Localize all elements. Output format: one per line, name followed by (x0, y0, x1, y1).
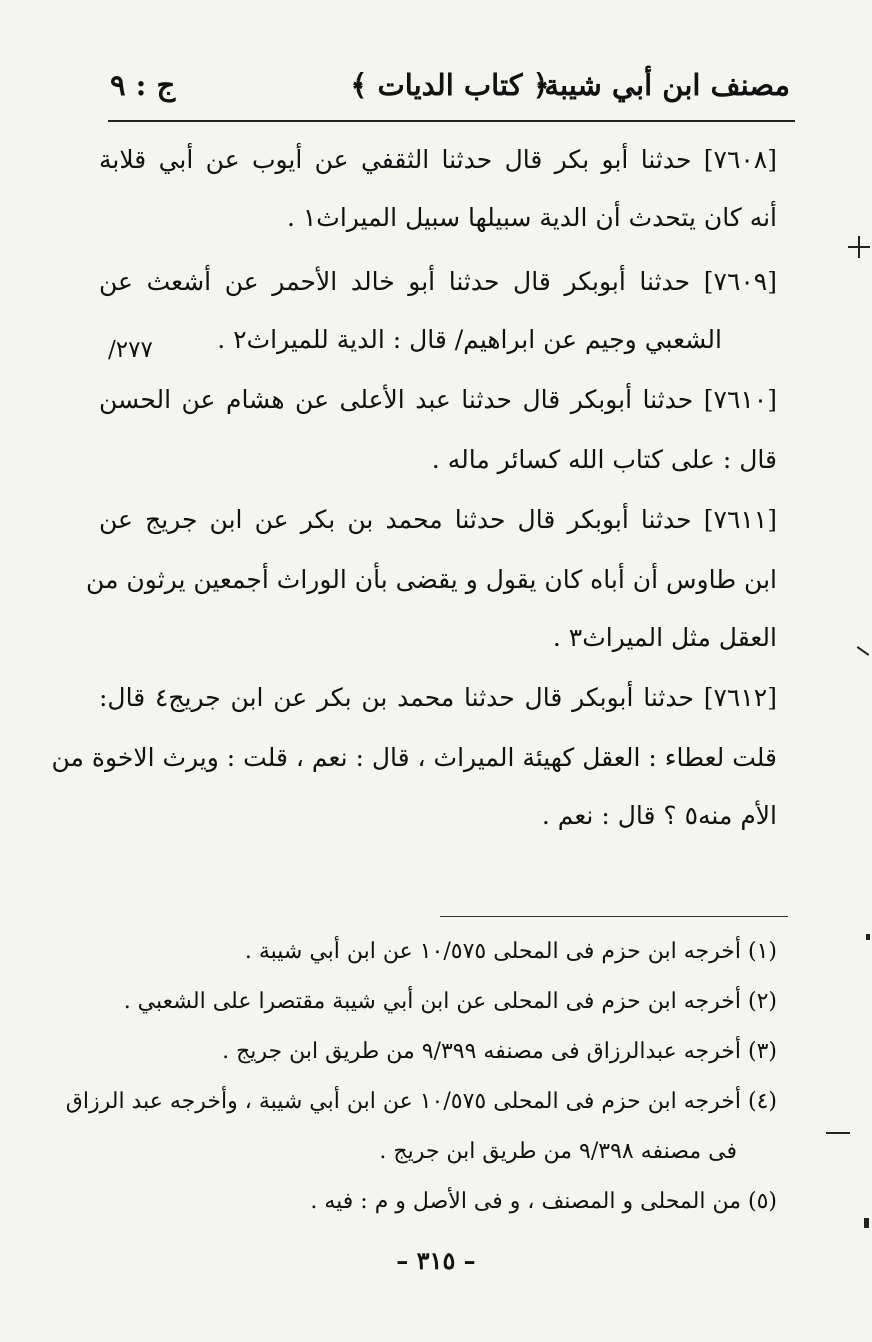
hadith-7608-line-1: [٧٦٠٨] حدثنا أبو بكر قال حدثنا الثقفي عن أيوب عن أبي قلابة (99, 145, 777, 174)
header-volume: ج : ٩ (110, 68, 176, 102)
scan-mark (858, 236, 860, 258)
page-header (110, 58, 790, 116)
header-book-title: مصنف ابن أبي شيبة (544, 68, 790, 102)
hadith-7608-line-2: أنه كان يتحدث أن الدية سبيلها سبيل الميراث١ . (286, 203, 777, 232)
scan-mark (826, 1132, 850, 1134)
footnote-4-line-1: (٤) أخرجه ابن حزم فى المحلى ١٠/٥٧٥ عن ابن أبي شيبة ، وأخرجه عبد الرزاق (65, 1089, 777, 1114)
hadith-7609-line-2: الشعبي وجيم عن ابراهيم/ قال : الدية للميراث٢ . (217, 325, 722, 354)
hadith-7610-line-1: [٧٦١٠] حدثنا أبوبكر قال حدثنا عبد الأعلى عن هشام عن الحسن (99, 385, 777, 414)
hadith-7612-line-2: قلت لعطاء : العقل كهيئة الميراث ، قال : نعم ، قلت : ويرث الاخوة من (51, 743, 777, 772)
hadith-7609-line-1: [٧٦٠٩] حدثنا أبوبكر قال حدثنا أبو خالد الأحمر عن أشعث عن (99, 267, 777, 296)
footnote-3: (٣) أخرجه عبدالرزاق فى مصنفه ٩/٣٩٩ من طريق ابن جريج . (222, 1039, 777, 1064)
hadith-7611-line-3: العقل مثل الميراث٣ . (552, 623, 777, 652)
hadith-7611-line-1: [٧٦١١] حدثنا أبوبكر قال حدثنا محمد بن بكر عن ابن جريج عن (99, 505, 777, 534)
footnote-rule (440, 916, 788, 917)
scan-mark (857, 646, 870, 656)
hadith-7612-line-1: [٧٦١٢] حدثنا أبوبكر قال حدثنا محمد بن بكر عن ابن جريج٤ قال: (99, 683, 777, 712)
header-chapter-title: ﴿ كتاب الديات ﴾ (350, 68, 550, 102)
scan-mark (866, 934, 870, 940)
footnote-2: (٢) أخرجه ابن حزم فى المحلى عن ابن أبي شيبة مقتصرا على الشعبي . (123, 989, 777, 1014)
page-number: – ٣١٥ – (396, 1246, 476, 1275)
hadith-7612-line-3: الأم منه٥ ؟ قال : نعم . (541, 801, 777, 830)
hadith-7611-line-2: ابن طاوس أن أباه كان يقول و يقضى بأن الوراث أجمعين يرثون من (86, 565, 777, 594)
scan-mark (864, 1218, 869, 1228)
footnote-1: (١) أخرجه ابن حزم فى المحلى ١٠/٥٧٥ عن ابن أبي شيبة . (244, 939, 777, 964)
hadith-7610-line-2: قال : على كتاب الله كسائر ماله . (431, 445, 777, 474)
margin-page-marker: ٢٧٧/ (108, 337, 153, 363)
footnote-5: (٥) من المحلى و المصنف ، و فى الأصل و م : فيه . (310, 1189, 777, 1214)
footnote-4-line-2: فى مصنفه ٩/٣٩٨ من طريق ابن جريج . (379, 1139, 737, 1164)
header-rule (108, 120, 795, 122)
